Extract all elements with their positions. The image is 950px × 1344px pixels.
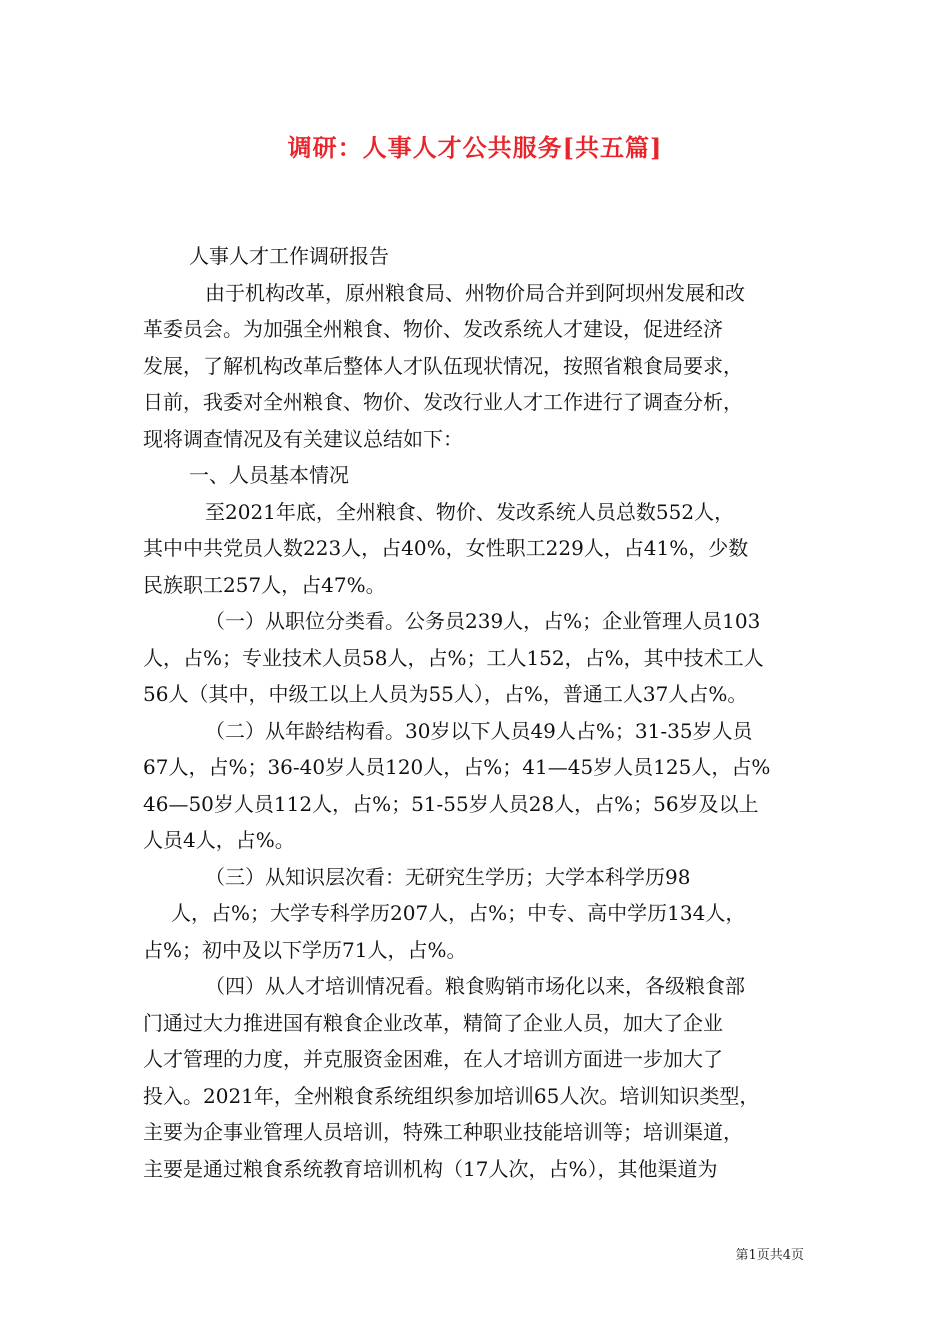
paragraph-line: （三）从知识层次看：无研究生学历；大学本科学历98 <box>205 864 691 889</box>
paragraph-line: 人才管理的力度，并克服资金困难，在人才培训方面进一步加大了 <box>143 1047 723 1071</box>
paragraph-line: 由于机构改革，原州粮食局、州物价局合并到阿坝州发展和改 <box>205 280 745 305</box>
paragraph-line: 现将调查情况及有关建议总结如下： <box>143 426 463 451</box>
paragraph-line: 主要是通过粮食系统教育培训机构（17人次，占%），其他渠道为 <box>143 1156 718 1181</box>
paragraph-line: 主要为企事业管理人员培训，特殊工种职业技能培训等；培训渠道， <box>143 1120 743 1144</box>
document-title: 调研：人事人才公共服务[共五篇] <box>287 133 663 162</box>
paragraph-line: 投入。2021年，全州粮食系统组织参加培训65人次。培训知识类型， <box>143 1083 760 1108</box>
paragraph-line: 发展，了解机构改革后整体人才队伍现状情况，按照省粮食局要求， <box>143 353 743 378</box>
paragraph-line: 日前，我委对全州粮食、物价、发改行业人才工作进行了调查分析， <box>143 390 743 414</box>
paragraph-line: 56人（其中，中级工以上人员为55人），占%，普通工人37人占%。 <box>143 682 748 706</box>
paragraph-line: 民族职工257人，占47%。 <box>143 572 386 597</box>
section-heading: 一、人员基本情况 <box>189 463 349 487</box>
paragraph-line: 至2021年底，全州粮食、物价、发改系统人员总数552人， <box>205 499 735 524</box>
paragraph-line: 人，占%；大学专科学历207人，占%；中专、高中学历134人， <box>171 901 746 925</box>
paragraph-line: 人员4人，占%。 <box>143 828 295 852</box>
page-number: 第1页共4页 <box>735 1248 804 1263</box>
paragraph-line: 人，占%；专业技术人员58人，占%；工人152，占%，其中技术工人 <box>143 645 764 670</box>
paragraph-line: 46—50岁人员112人，占%；51-55岁人员28人，占%；56岁及以上 <box>143 791 759 816</box>
paragraph-line: （四）从人才培训情况看。粮食购销市场化以来，各级粮食部 <box>205 974 745 998</box>
paragraph-line: 革委员会。为加强全州粮食、物价、发改系统人才建设，促进经济 <box>143 317 723 341</box>
paragraph-line: 门通过大力推进国有粮食企业改革，精简了企业人员，加大了企业 <box>143 1010 723 1035</box>
paragraph-line: 占%；初中及以下学历71人，占%。 <box>143 937 467 962</box>
paragraph-line: 其中中共党员人数223人，占40%，女性职工229人，占41%，少数 <box>143 536 749 560</box>
paragraph-line: 67人，占%；36-40岁人员120人，占%；41—45岁人员125人，占% <box>143 755 771 779</box>
section-heading: 人事人才工作调研报告 <box>189 244 389 268</box>
document-body <box>143 238 811 1187</box>
paragraph-line: （一）从职位分类看。公务员239人，占%；企业管理人员103 <box>205 609 761 633</box>
paragraph-line: （二）从年龄结构看。30岁以下人员49人占%；31-35岁人员 <box>205 718 753 743</box>
